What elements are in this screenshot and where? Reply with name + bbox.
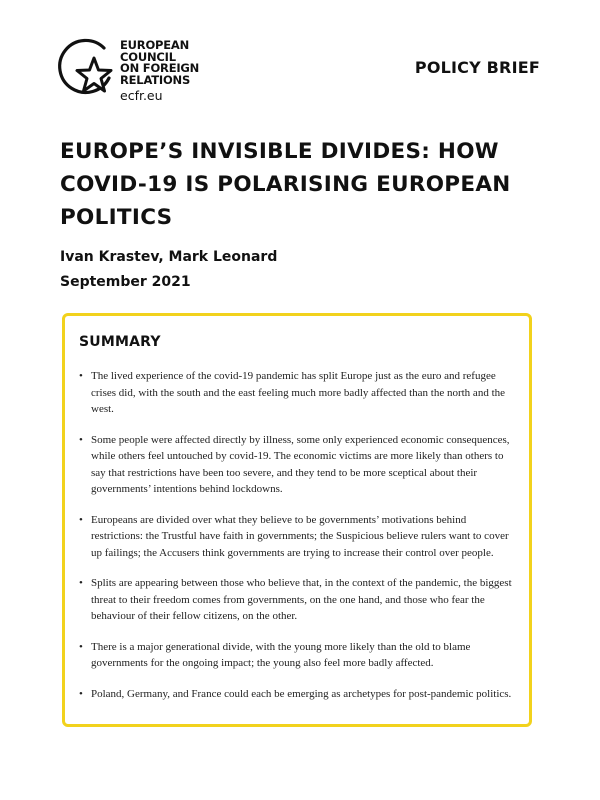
summary-heading: SUMMARY <box>79 334 161 350</box>
summary-item-text: Splits are appearing between those who believe that, in the context of the pandemic, the biggest threat to their freedom comes from governments, on the one hand, and those who fear the behaviour of their fellow citizens, on the other. <box>91 577 512 622</box>
org-name-line: RELATIONS <box>120 72 191 87</box>
org-url[interactable]: ecfr.eu <box>120 88 163 103</box>
summary-item <box>79 432 515 498</box>
summary-item <box>79 575 515 625</box>
summary-item <box>79 686 515 703</box>
summary-item <box>79 368 515 418</box>
bullet-icon: • <box>79 640 83 653</box>
bullet-icon: • <box>79 513 83 526</box>
org-name-line: EUROPEAN <box>120 38 190 52</box>
document-type-label: POLICY BRIEF <box>414 58 540 77</box>
document-title: EUROPE’S INVISIBLE DIVIDES: HOW COVID-19 IS POLARISING EUROPEAN POLITICS <box>60 139 511 230</box>
summary-item-text: There is a major generational divide, with the young more likely than the old to blame governments for the ongoing impact; the young also feel more badly affected. <box>91 640 471 669</box>
summary-item <box>79 639 515 672</box>
summary-item-text: Some people were affected directly by illness, some only experienced economic consequences, while others feel untouched by covid-19. The economic victims are more likely than others to say that restrictions have been too severe, and they tend to be more sceptical about their governments’ intentions behind lockdowns. <box>91 433 510 495</box>
summary-item <box>79 512 515 562</box>
bullet-icon: • <box>79 433 83 446</box>
summary-list <box>79 368 515 716</box>
publication-date: September 2021 <box>60 274 191 290</box>
summary-item-text: The lived experience of the covid-19 pandemic has split Europe just as the euro and refugee crises did, with the south and the east feeling much more badly affected than the north and the west. <box>91 370 506 415</box>
bullet-icon: • <box>79 687 83 700</box>
summary-item-text: Europeans are divided over what they believe to be governments’ motivations behind restrictions: the Trustful have faith in governments; the Suspicious believe rulers want to cover up failings; the Accusers think governments are trying to increase their control over people. <box>91 513 509 559</box>
bullet-icon: • <box>79 370 83 382</box>
ecfr-star-logo-icon <box>54 36 116 100</box>
authors: Ivan Krastev, Mark Leonard <box>60 249 278 265</box>
ecfr-logo[interactable] <box>54 36 214 108</box>
org-name <box>120 40 199 86</box>
org-name-line: ON FOREIGN <box>120 61 200 75</box>
bullet-icon: • <box>79 577 83 589</box>
org-name-line: COUNCIL <box>120 49 176 64</box>
summary-box <box>62 313 532 727</box>
summary-item-text: Poland, Germany, and France could each be emerging as archetypes for post-pandemic politics. <box>91 687 512 700</box>
